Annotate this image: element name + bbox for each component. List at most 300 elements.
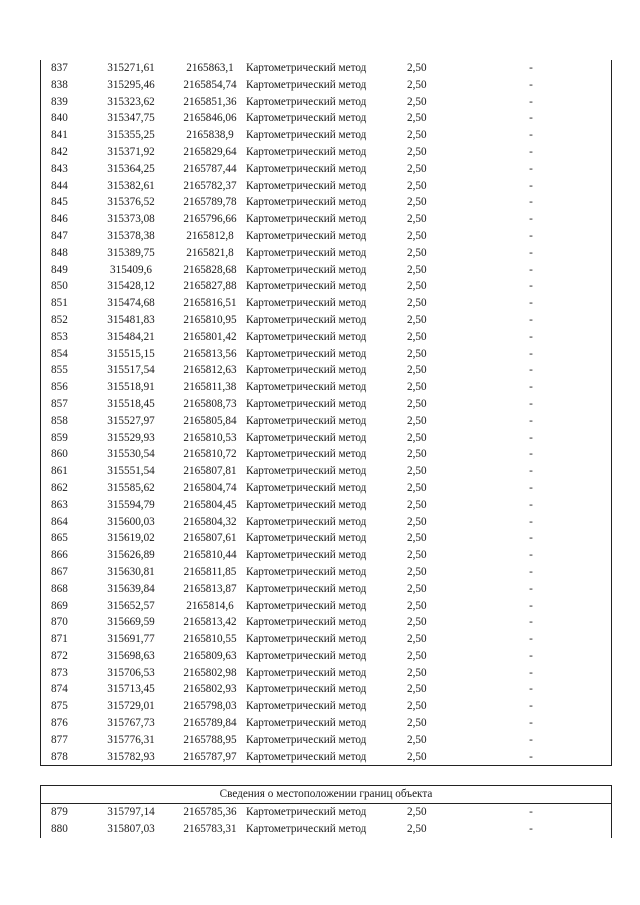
table-row — [41, 211, 611, 228]
method-cell: Картометрический метод — [246, 465, 367, 478]
method-cell: Картометрический метод — [246, 549, 367, 562]
point-number-cell: 850 — [51, 280, 68, 293]
y-coordinate-cell: 2165846,06 — [183, 112, 237, 125]
table-row — [41, 749, 611, 766]
x-coordinate-cell: 315371,92 — [107, 145, 155, 158]
x-coordinate-cell: 315323,62 — [107, 95, 155, 108]
y-coordinate-cell: 2165812,8 — [186, 229, 234, 242]
description-dash-cell: - — [529, 498, 533, 511]
point-number-cell: 841 — [51, 129, 68, 142]
accuracy-cell: 2,50 — [407, 62, 427, 74]
method-cell: Картометрический метод — [246, 129, 367, 142]
point-number-cell: 866 — [51, 549, 68, 562]
y-coordinate-cell: 2165810,95 — [183, 313, 237, 326]
point-number-cell: 851 — [51, 297, 68, 310]
description-dash-cell: - — [529, 806, 533, 818]
point-number-cell: 859 — [51, 431, 68, 444]
table-body — [41, 804, 611, 838]
table-row — [41, 127, 611, 144]
point-number-cell: 849 — [51, 263, 68, 276]
accuracy-cell: 2,50 — [407, 162, 427, 175]
description-dash-cell: - — [529, 364, 533, 377]
table-row — [41, 396, 611, 413]
x-coordinate-cell: 315518,91 — [107, 381, 155, 394]
x-coordinate-cell: 315698,63 — [107, 649, 155, 662]
x-coordinate-cell: 315295,46 — [107, 78, 155, 91]
description-dash-cell: - — [529, 700, 533, 713]
description-dash-cell: - — [529, 649, 533, 662]
table-row — [41, 480, 611, 497]
point-number-cell: 853 — [51, 330, 68, 343]
y-coordinate-cell: 2165804,32 — [183, 515, 237, 528]
table-row — [41, 821, 611, 838]
description-dash-cell: - — [529, 481, 533, 494]
x-coordinate-cell: 315373,08 — [107, 213, 155, 226]
table-row — [41, 60, 611, 77]
point-number-cell: 876 — [51, 717, 68, 730]
method-cell: Картометрический метод — [246, 62, 367, 74]
point-number-cell: 861 — [51, 465, 68, 478]
table-row — [41, 732, 611, 749]
y-coordinate-cell: 2165785,36 — [183, 806, 237, 818]
description-dash-cell: - — [529, 229, 533, 242]
method-cell: Картометрический метод — [246, 733, 367, 746]
accuracy-cell: 2,50 — [407, 364, 427, 377]
method-cell: Картометрический метод — [246, 397, 367, 410]
description-dash-cell: - — [529, 549, 533, 562]
point-number-cell: 879 — [51, 806, 68, 818]
description-dash-cell: - — [529, 196, 533, 209]
y-coordinate-cell: 2165851,36 — [183, 95, 237, 108]
description-dash-cell: - — [529, 313, 533, 326]
point-number-cell: 843 — [51, 162, 68, 175]
y-coordinate-cell: 2165783,31 — [183, 822, 237, 835]
description-dash-cell: - — [529, 78, 533, 91]
table-row — [41, 614, 611, 631]
method-cell: Картометрический метод — [246, 806, 367, 818]
method-cell: Картометрический метод — [246, 364, 367, 377]
point-number-cell: 873 — [51, 666, 68, 679]
y-coordinate-cell: 2165782,37 — [183, 179, 237, 192]
method-cell: Картометрический метод — [246, 95, 367, 108]
description-dash-cell: - — [529, 330, 533, 343]
x-coordinate-cell: 315382,61 — [107, 179, 155, 192]
x-coordinate-cell: 315776,31 — [107, 733, 155, 746]
table-row — [41, 329, 611, 346]
x-coordinate-cell: 315518,45 — [107, 397, 155, 410]
method-cell: Картометрический метод — [246, 246, 367, 259]
accuracy-cell: 2,50 — [407, 145, 427, 158]
accuracy-cell: 2,50 — [407, 750, 427, 763]
x-coordinate-cell: 315409,6 — [110, 263, 152, 276]
description-dash-cell: - — [529, 263, 533, 276]
method-cell: Картометрический метод — [246, 330, 367, 343]
method-cell: Картометрический метод — [246, 263, 367, 276]
y-coordinate-cell: 2165808,73 — [183, 397, 237, 410]
method-cell: Картометрический метод — [246, 78, 367, 91]
description-dash-cell: - — [529, 162, 533, 175]
description-dash-cell: - — [529, 397, 533, 410]
point-number-cell: 869 — [51, 599, 68, 612]
accuracy-cell: 2,50 — [407, 397, 427, 410]
table-row — [41, 245, 611, 262]
accuracy-cell: 2,50 — [407, 565, 427, 578]
x-coordinate-cell: 315619,02 — [107, 532, 155, 545]
method-cell: Картометрический метод — [246, 532, 367, 545]
point-number-cell: 880 — [51, 822, 68, 835]
point-number-cell: 852 — [51, 313, 68, 326]
accuracy-cell: 2,50 — [407, 229, 427, 242]
y-coordinate-cell: 2165838,9 — [186, 129, 234, 142]
method-cell: Картометрический метод — [246, 750, 367, 763]
table-row — [41, 379, 611, 396]
y-coordinate-cell: 2165804,45 — [183, 498, 237, 511]
table-row — [41, 665, 611, 682]
coordinates-table — [40, 60, 612, 766]
point-number-cell: 844 — [51, 179, 68, 192]
x-coordinate-cell: 315652,57 — [107, 599, 155, 612]
method-cell: Картометрический метод — [246, 582, 367, 595]
point-number-cell: 839 — [51, 95, 68, 108]
method-cell: Картометрический метод — [246, 112, 367, 125]
x-coordinate-cell: 315389,75 — [107, 246, 155, 259]
y-coordinate-cell: 2165813,87 — [183, 582, 237, 595]
point-number-cell: 847 — [51, 229, 68, 242]
accuracy-cell: 2,50 — [407, 246, 427, 259]
x-coordinate-cell: 315364,25 — [107, 162, 155, 175]
x-coordinate-cell: 315630,81 — [107, 565, 155, 578]
y-coordinate-cell: 2165802,98 — [183, 666, 237, 679]
table-row — [41, 463, 611, 480]
description-dash-cell: - — [529, 448, 533, 461]
point-number-cell: 860 — [51, 448, 68, 461]
description-dash-cell: - — [529, 414, 533, 427]
method-cell: Картометрический метод — [246, 649, 367, 662]
point-number-cell: 871 — [51, 633, 68, 646]
accuracy-cell: 2,50 — [407, 532, 427, 545]
method-cell: Картометрический метод — [246, 599, 367, 612]
table-row — [41, 94, 611, 111]
y-coordinate-cell: 2165828,68 — [183, 263, 237, 276]
description-dash-cell: - — [529, 683, 533, 696]
point-number-cell: 842 — [51, 145, 68, 158]
table-row — [41, 581, 611, 598]
method-cell: Картометрический метод — [246, 229, 367, 242]
point-number-cell: 855 — [51, 364, 68, 377]
method-cell: Картометрический метод — [246, 717, 367, 730]
table-row — [41, 446, 611, 463]
point-number-cell: 870 — [51, 616, 68, 629]
x-coordinate-cell: 315797,14 — [107, 806, 155, 818]
description-dash-cell: - — [529, 666, 533, 679]
method-cell: Картометрический метод — [246, 196, 367, 209]
accuracy-cell: 2,50 — [407, 498, 427, 511]
table-row — [41, 547, 611, 564]
table-row — [41, 514, 611, 531]
boundary-location-table — [40, 785, 612, 838]
accuracy-cell: 2,50 — [407, 515, 427, 528]
point-number-cell: 877 — [51, 733, 68, 746]
description-dash-cell: - — [529, 297, 533, 310]
description-dash-cell: - — [529, 822, 533, 835]
y-coordinate-cell: 2165813,56 — [183, 347, 237, 360]
method-cell: Картометрический метод — [246, 431, 367, 444]
table-row — [41, 698, 611, 715]
x-coordinate-cell: 315782,93 — [107, 750, 155, 763]
x-coordinate-cell: 315515,15 — [107, 347, 155, 360]
accuracy-cell: 2,50 — [407, 806, 427, 818]
description-dash-cell: - — [529, 750, 533, 763]
point-number-cell: 845 — [51, 196, 68, 209]
accuracy-cell: 2,50 — [407, 95, 427, 108]
table-row — [41, 413, 611, 430]
method-cell: Картометрический метод — [246, 162, 367, 175]
accuracy-cell: 2,50 — [407, 313, 427, 326]
x-coordinate-cell: 315484,21 — [107, 330, 155, 343]
x-coordinate-cell: 315585,62 — [107, 481, 155, 494]
accuracy-cell: 2,50 — [407, 280, 427, 293]
point-number-cell: 854 — [51, 347, 68, 360]
accuracy-cell: 2,50 — [407, 112, 427, 125]
table-row — [41, 161, 611, 178]
accuracy-cell: 2,50 — [407, 481, 427, 494]
point-number-cell: 856 — [51, 381, 68, 394]
x-coordinate-cell: 315626,89 — [107, 549, 155, 562]
description-dash-cell: - — [529, 582, 533, 595]
y-coordinate-cell: 2165810,53 — [183, 431, 237, 444]
accuracy-cell: 2,50 — [407, 297, 427, 310]
y-coordinate-cell: 2165787,44 — [183, 162, 237, 175]
y-coordinate-cell: 2165810,55 — [183, 633, 237, 646]
y-coordinate-cell: 2165796,66 — [183, 213, 237, 226]
table-row — [41, 295, 611, 312]
point-number-cell: 867 — [51, 565, 68, 578]
point-number-cell: 837 — [51, 62, 68, 74]
description-dash-cell: - — [529, 465, 533, 478]
accuracy-cell: 2,50 — [407, 448, 427, 461]
table-row — [41, 497, 611, 514]
point-number-cell: 862 — [51, 481, 68, 494]
x-coordinate-cell: 315376,52 — [107, 196, 155, 209]
y-coordinate-cell: 2165810,72 — [183, 448, 237, 461]
x-coordinate-cell: 315529,93 — [107, 431, 155, 444]
table-row — [41, 681, 611, 698]
method-cell: Картометрический метод — [246, 448, 367, 461]
table-row — [41, 178, 611, 195]
accuracy-cell: 2,50 — [407, 78, 427, 91]
description-dash-cell: - — [529, 145, 533, 158]
method-cell: Картометрический метод — [246, 297, 367, 310]
x-coordinate-cell: 315551,54 — [107, 465, 155, 478]
accuracy-cell: 2,50 — [407, 431, 427, 444]
point-number-cell: 875 — [51, 700, 68, 713]
y-coordinate-cell: 2165829,64 — [183, 145, 237, 158]
y-coordinate-cell: 2165816,51 — [183, 297, 237, 310]
y-coordinate-cell: 2165789,84 — [183, 717, 237, 730]
table-row — [41, 228, 611, 245]
accuracy-cell: 2,50 — [407, 683, 427, 696]
y-coordinate-cell: 2165804,74 — [183, 481, 237, 494]
accuracy-cell: 2,50 — [407, 582, 427, 595]
y-coordinate-cell: 2165801,42 — [183, 330, 237, 343]
accuracy-cell: 2,50 — [407, 213, 427, 226]
point-number-cell: 868 — [51, 582, 68, 595]
method-cell: Картометрический метод — [246, 515, 367, 528]
description-dash-cell: - — [529, 246, 533, 259]
point-number-cell: 848 — [51, 246, 68, 259]
point-number-cell: 863 — [51, 498, 68, 511]
y-coordinate-cell: 2165788,95 — [183, 733, 237, 746]
point-number-cell: 872 — [51, 649, 68, 662]
x-coordinate-cell: 315378,38 — [107, 229, 155, 242]
accuracy-cell: 2,50 — [407, 700, 427, 713]
point-number-cell: 874 — [51, 683, 68, 696]
method-cell: Картометрический метод — [246, 381, 367, 394]
y-coordinate-cell: 2165854,74 — [183, 78, 237, 91]
description-dash-cell: - — [529, 565, 533, 578]
point-number-cell: 857 — [51, 397, 68, 410]
description-dash-cell: - — [529, 633, 533, 646]
method-cell: Картометрический метод — [246, 666, 367, 679]
y-coordinate-cell: 2165805,84 — [183, 414, 237, 427]
accuracy-cell: 2,50 — [407, 263, 427, 276]
table-row — [41, 564, 611, 581]
table-row — [41, 262, 611, 279]
x-coordinate-cell: 315271,61 — [107, 62, 155, 74]
x-coordinate-cell: 315355,25 — [107, 129, 155, 142]
y-coordinate-cell: 2165802,93 — [183, 683, 237, 696]
y-coordinate-cell: 2165789,78 — [183, 196, 237, 209]
y-coordinate-cell: 2165807,61 — [183, 532, 237, 545]
y-coordinate-cell: 2165863,1 — [186, 62, 234, 74]
x-coordinate-cell: 315639,84 — [107, 582, 155, 595]
y-coordinate-cell: 2165827,88 — [183, 280, 237, 293]
x-coordinate-cell: 315706,53 — [107, 666, 155, 679]
description-dash-cell: - — [529, 280, 533, 293]
table-row — [41, 77, 611, 94]
point-number-cell: 838 — [51, 78, 68, 91]
table-row — [41, 110, 611, 127]
accuracy-cell: 2,50 — [407, 717, 427, 730]
table-row — [41, 144, 611, 161]
x-coordinate-cell: 315481,83 — [107, 313, 155, 326]
description-dash-cell: - — [529, 381, 533, 394]
description-dash-cell: - — [529, 347, 533, 360]
description-dash-cell: - — [529, 532, 533, 545]
y-coordinate-cell: 2165814,6 — [186, 599, 234, 612]
accuracy-cell: 2,50 — [407, 549, 427, 562]
table-row — [41, 362, 611, 379]
x-coordinate-cell: 315600,03 — [107, 515, 155, 528]
point-number-cell: 846 — [51, 213, 68, 226]
x-coordinate-cell: 315527,97 — [107, 414, 155, 427]
method-cell: Картометрический метод — [246, 280, 367, 293]
y-coordinate-cell: 2165798,03 — [183, 700, 237, 713]
method-cell: Картометрический метод — [246, 213, 367, 226]
table-row — [41, 631, 611, 648]
accuracy-cell: 2,50 — [407, 347, 427, 360]
method-cell: Картометрический метод — [246, 481, 367, 494]
accuracy-cell: 2,50 — [407, 179, 427, 192]
description-dash-cell: - — [529, 431, 533, 444]
method-cell: Картометрический метод — [246, 565, 367, 578]
accuracy-cell: 2,50 — [407, 196, 427, 209]
method-cell: Картометрический метод — [246, 145, 367, 158]
description-dash-cell: - — [529, 599, 533, 612]
table-row — [41, 430, 611, 447]
point-number-cell: 858 — [51, 414, 68, 427]
description-dash-cell: - — [529, 179, 533, 192]
description-dash-cell: - — [529, 62, 533, 74]
accuracy-cell: 2,50 — [407, 633, 427, 646]
method-cell: Картометрический метод — [246, 633, 367, 646]
table-row — [41, 194, 611, 211]
method-cell: Картометрический метод — [246, 822, 367, 835]
y-coordinate-cell: 2165809,63 — [183, 649, 237, 662]
table-caption: Сведения о местоположении границ объекта — [41, 786, 611, 804]
accuracy-cell: 2,50 — [407, 616, 427, 629]
method-cell: Картометрический метод — [246, 179, 367, 192]
y-coordinate-cell: 2165810,44 — [183, 549, 237, 562]
point-number-cell: 840 — [51, 112, 68, 125]
x-coordinate-cell: 315347,75 — [107, 112, 155, 125]
point-number-cell: 878 — [51, 750, 68, 763]
y-coordinate-cell: 2165813,42 — [183, 616, 237, 629]
x-coordinate-cell: 315594,79 — [107, 498, 155, 511]
y-coordinate-cell: 2165811,38 — [183, 381, 237, 394]
accuracy-cell: 2,50 — [407, 330, 427, 343]
y-coordinate-cell: 2165821,8 — [186, 246, 234, 259]
accuracy-cell: 2,50 — [407, 733, 427, 746]
table-row — [41, 715, 611, 732]
accuracy-cell: 2,50 — [407, 822, 427, 835]
y-coordinate-cell: 2165812,63 — [183, 364, 237, 377]
description-dash-cell: - — [529, 95, 533, 108]
point-number-cell: 864 — [51, 515, 68, 528]
x-coordinate-cell: 315729,01 — [107, 700, 155, 713]
table-row — [41, 278, 611, 295]
y-coordinate-cell: 2165811,85 — [183, 565, 237, 578]
accuracy-cell: 2,50 — [407, 414, 427, 427]
method-cell: Картометрический метод — [246, 414, 367, 427]
method-cell: Картометрический метод — [246, 313, 367, 326]
x-coordinate-cell: 315807,03 — [107, 822, 155, 835]
x-coordinate-cell: 315713,45 — [107, 683, 155, 696]
method-cell: Картометрический метод — [246, 700, 367, 713]
description-dash-cell: - — [529, 112, 533, 125]
y-coordinate-cell: 2165787,97 — [183, 750, 237, 763]
table-body — [41, 60, 611, 765]
accuracy-cell: 2,50 — [407, 666, 427, 679]
method-cell: Картометрический метод — [246, 347, 367, 360]
accuracy-cell: 2,50 — [407, 381, 427, 394]
description-dash-cell: - — [529, 515, 533, 528]
method-cell: Картометрический метод — [246, 498, 367, 511]
table-row — [41, 312, 611, 329]
table-row — [41, 346, 611, 363]
table-row — [41, 648, 611, 665]
table-row — [41, 530, 611, 547]
description-dash-cell: - — [529, 213, 533, 226]
x-coordinate-cell: 315517,54 — [107, 364, 155, 377]
accuracy-cell: 2,50 — [407, 129, 427, 142]
x-coordinate-cell: 315474,68 — [107, 297, 155, 310]
method-cell: Картометрический метод — [246, 616, 367, 629]
description-dash-cell: - — [529, 733, 533, 746]
y-coordinate-cell: 2165807,81 — [183, 465, 237, 478]
table-row — [41, 598, 611, 615]
x-coordinate-cell: 315767,73 — [107, 717, 155, 730]
